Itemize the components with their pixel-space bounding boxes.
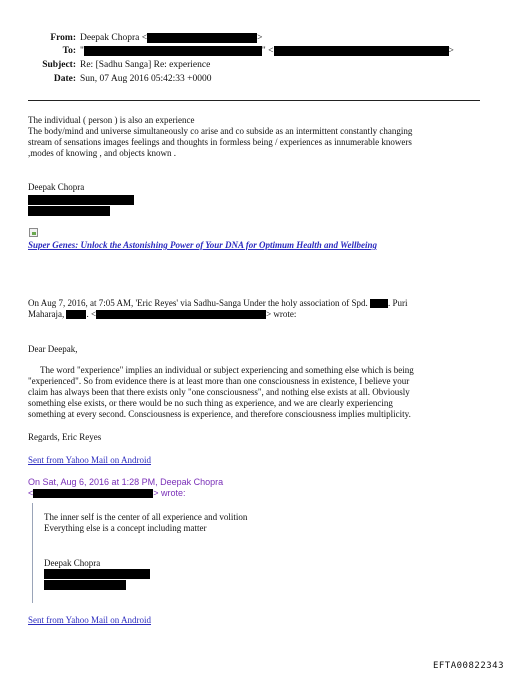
message-body	[28, 115, 478, 159]
redaction-box	[28, 195, 134, 205]
to-mid: " <	[261, 46, 274, 57]
attribution-text: > wrote:	[266, 309, 297, 319]
to-open: "	[80, 46, 84, 57]
quoted-message	[44, 512, 464, 534]
header-subject-row	[20, 60, 210, 72]
quoted-signature-name: Deepak Chopra	[44, 558, 101, 568]
subject-label: Subject:	[42, 60, 76, 70]
reply2-attribution	[28, 477, 478, 499]
signature-block	[28, 182, 478, 193]
to-label: To:	[62, 46, 76, 57]
reply-line: The word "experience" implies an individual or subject experiencing and something else which is being	[40, 365, 414, 375]
reply-attribution	[28, 298, 488, 320]
redaction-box	[370, 299, 388, 308]
reply-line: something else exists, or there would be no such thing as experience, and we are clearly experiencing	[28, 398, 393, 408]
redaction-box	[44, 580, 126, 590]
body-line: ,modes of knowing , and objects known .	[28, 148, 176, 158]
header-date-row	[20, 74, 212, 86]
redaction-box	[84, 46, 262, 56]
redaction-box	[28, 206, 110, 216]
attribution-text: > wrote:	[153, 488, 186, 498]
book-link[interactable]: Super Genes: Unlock the Astonishing Power of Your DNA for Optimum Health and Wellbeing	[28, 240, 377, 250]
from-label: From:	[50, 33, 76, 44]
attribution-text: On Sat, Aug 6, 2016 at 1:28 PM, Deepak Chopra	[28, 477, 224, 487]
date-value: Sun, 07 Aug 2016 05:42:33 +0000	[80, 74, 212, 84]
date-label: Date:	[53, 74, 76, 84]
reply-line: something at every second. Consciousness is experience, and therefore consciousness implies multiplicity.	[28, 409, 411, 419]
quoted-line: Everything else is a concept including matter	[44, 523, 207, 533]
regards: Regards, Eric Reyes	[28, 432, 102, 442]
from-close: >	[257, 33, 263, 44]
redaction-box	[33, 489, 153, 498]
reply-line: claim has always been that there exists only "one consciousness", and nothing else exists at all. Obviously	[28, 387, 410, 397]
header-divider	[28, 100, 480, 101]
body-line: The body/mind and universe simultaneously co arise and co subside as an intermittent constantly changing	[28, 126, 413, 136]
header-to-row	[20, 46, 454, 58]
document-id: EFTA00822343	[432, 661, 504, 671]
attribution-text: On Aug 7, 2016, at 7:05 AM, 'Eric Reyes' via Sadhu-Sanga Under the holy association of Spd.	[28, 298, 368, 308]
redaction-box	[147, 33, 257, 43]
redaction-box	[44, 569, 150, 579]
book-link-row	[28, 240, 478, 251]
redaction-box	[96, 310, 266, 319]
body-line: The individual ( person ) is also an experience	[28, 115, 195, 125]
sent-from-row-2	[28, 615, 478, 626]
quoted-line: The inner self is the center of all experience and volition	[44, 512, 248, 522]
subject-value: Re: [Sadhu Sanga] Re: experience	[80, 60, 211, 70]
body-line: stream of sensations images feelings and thoughts in formless being / experiences as innumerable knowers	[28, 137, 412, 147]
from-name: Deepak Chopra <	[80, 33, 148, 44]
sent-from-row	[28, 455, 478, 466]
attribution-text: <	[28, 488, 34, 498]
quote-bar	[32, 503, 33, 603]
yahoo-mail-link[interactable]: Sent from Yahoo Mail on Android	[28, 455, 152, 465]
header-from-row	[20, 33, 262, 45]
to-close: >	[448, 46, 454, 57]
attribution-text: . Puri	[387, 298, 408, 308]
reply-line: "experienced". So from evidence there is at least more than one consciousness in existence, I believe your	[28, 376, 410, 386]
redaction-box	[66, 310, 86, 319]
attribution-text: Maharaja,	[28, 309, 65, 319]
reply-paragraph	[28, 365, 488, 420]
greeting: Dear Deepak,	[28, 344, 78, 354]
yahoo-mail-link[interactable]: Sent from Yahoo Mail on Android	[28, 615, 152, 625]
attribution-text: . <	[86, 309, 97, 319]
broken-image-icon	[29, 228, 38, 237]
redaction-box	[274, 46, 449, 56]
signature-name: Deepak Chopra	[28, 182, 85, 192]
